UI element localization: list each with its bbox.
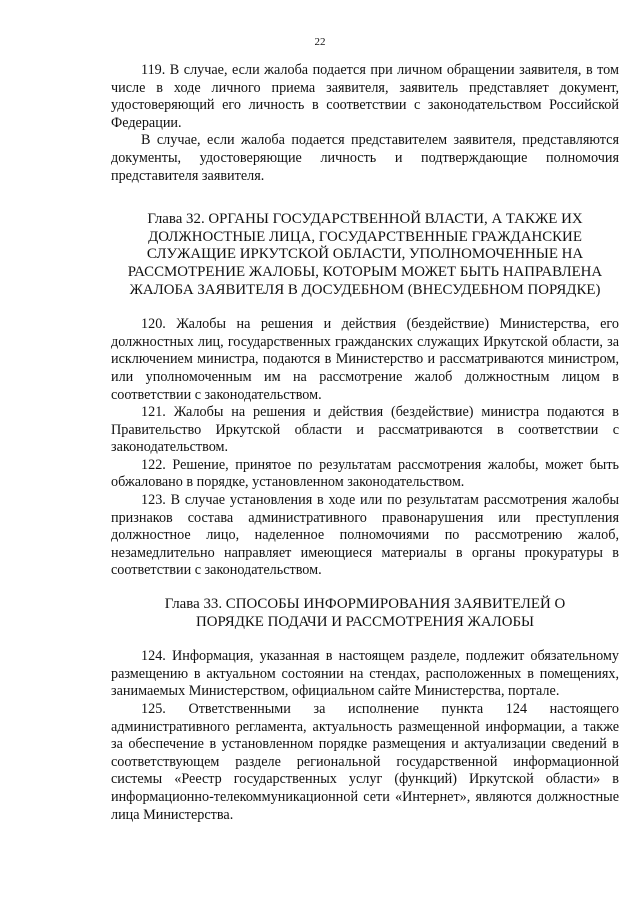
document-body [111, 62, 619, 824]
heading-line: РАССМОТРЕНИЕ ЖАЛОБЫ, КОТОРЫМ МОЖЕТ БЫТЬ НАПРАВЛЕНА [127, 263, 603, 280]
paragraph-121: 121. Жалобы на решения и действия (бездействие) министра подаются в Правительство Иркутской области и рассматриваются в соответствии с законодательством. [111, 404, 619, 456]
paragraph-119-representative: В случае, если жалоба подается представителем заявителя, представляются документы, удостоверяющие личность и подтверждающие полномочия представителя заявителя. [111, 132, 619, 184]
paragraph-120: 120. Жалобы на решения и действия (бездействие) Министерства, его должностных лиц, государственных гражданских служащих Иркутской области, за исключением министра, подаются в Министерство и рассматриваются министром, или уполномоченным им на рассмотрение жалоб должностным лицом в соответствии с законодательством. [111, 316, 619, 403]
heading-line: Глава 32. ОРГАНЫ ГОСУДАРСТВЕННОЙ ВЛАСТИ, А ТАКЖЕ ИХ [147, 211, 583, 228]
paragraph-122: 122. Решение, принятое по результатам рассмотрения жалобы, может быть обжаловано в порядке, установленном законодательством. [111, 456, 619, 491]
heading-line: ДОЛЖНОСТНЫЕ ЛИЦА, ГОСУДАРСТВЕННЫЕ ГРАЖДАНСКИЕ [148, 228, 582, 245]
heading-line: Глава 33. СПОСОБЫ ИНФОРМИРОВАНИЯ ЗАЯВИТЕЛЕЙ О [164, 596, 566, 613]
paragraph-124: 124. Информация, указанная в настоящем разделе, подлежит обязательному размещению в актуальном состоянии на стендах, расположенных в помещениях, занимаемых Министерством, официальном сайте Министерства, портале. [111, 648, 619, 700]
heading-line: ЖАЛОБА ЗАЯВИТЕЛЯ В ДОСУДЕБНОМ (ВНЕСУДЕБНОМ ПОРЯДКЕ) [129, 281, 601, 298]
chapter-33-heading [111, 596, 619, 631]
paragraph-119: 119. В случае, если жалоба подается при личном обращении заявителя, в том числе в ходе личного приема заявителя, заявитель представляет документ, удостоверяющий его личность в соответствии с законодательством Российской Федерации. [111, 62, 619, 131]
heading-line: ПОРЯДКЕ ПОДАЧИ И РАССМОТРЕНИЯ ЖАЛОБЫ [195, 613, 535, 630]
paragraph-125: 125. Ответственными за исполнение пункта 124 настоящего административного регламента, актуальность размещенной информации, а также за обеспечение в установленном порядке размещения и актуализации сведений в соответствующем разделе региональной государственной информационной системы «Реестр государственных услуг (функций) Иркутской области» в информационно-телекоммуникационной сети «Интернет», являются должностные лица Министерства. [111, 701, 619, 823]
page-number: 22 [314, 36, 326, 48]
chapter-32-heading [111, 211, 619, 299]
paragraph-123: 123. В случае установления в ходе или по результатам рассмотрения жалобы признаков состава административного правонарушения или преступления должностное лицо, наделенное полномочиями по рассмотрению жалоб, незамедлительно направляет имеющиеся материалы в органы прокуратуры в соответствии с законодательством. [111, 492, 619, 579]
heading-line: СЛУЖАЩИЕ ИРКУТСКОЙ ОБЛАСТИ, УПОЛНОМОЧЕННЫЕ НА [146, 246, 584, 263]
